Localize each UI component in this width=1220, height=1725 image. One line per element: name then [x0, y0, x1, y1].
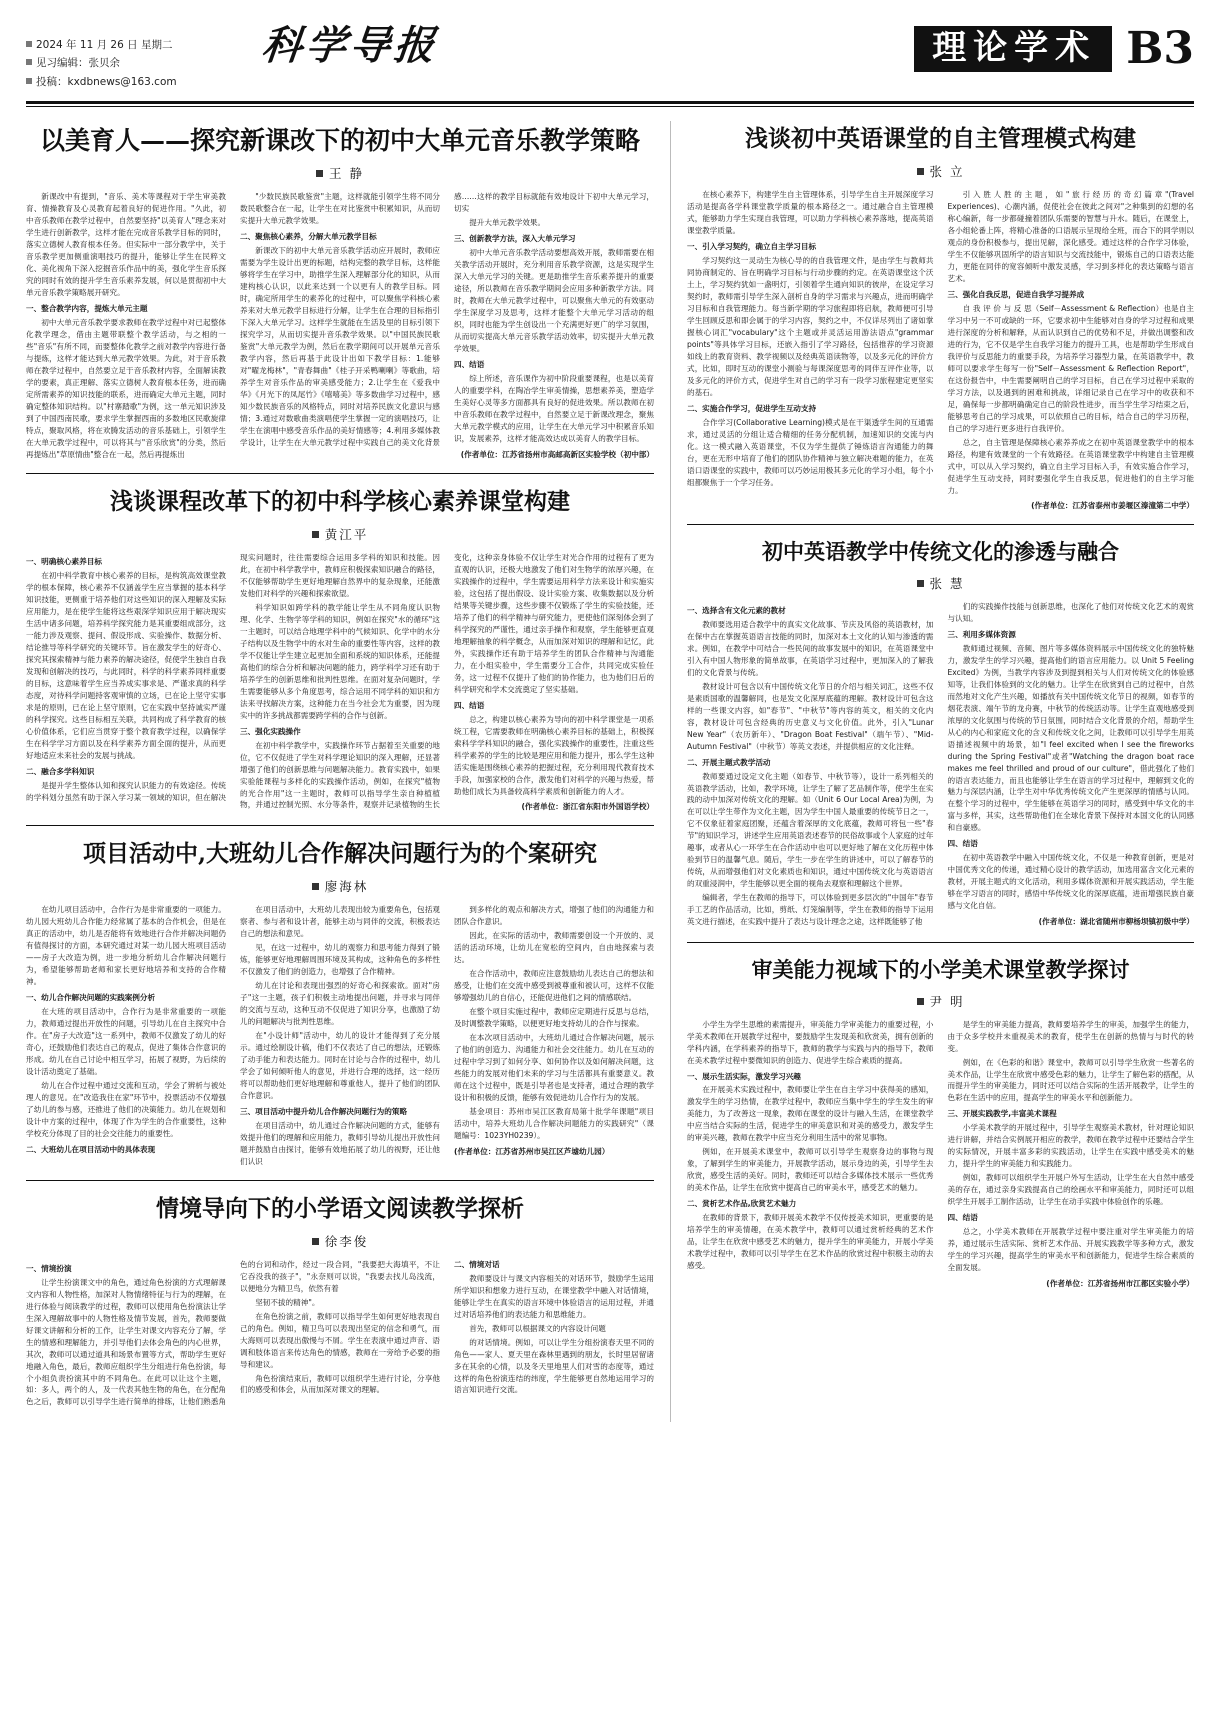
- subheading: 三、强化自我反思，促进自我学习提养成: [947, 289, 1085, 299]
- submission-email: 投稿：kxdbnews@163.com: [36, 75, 177, 88]
- paper-name: 科学导报: [259, 22, 441, 69]
- paragraph: 因此，在实际的活动中，教师需要创设一个开放的、灵活的活动环境，让幼儿在宽松的空间内，自由地探索与表达。: [454, 931, 654, 965]
- affiliation: (作者单位：浙江省东阳市外国语学校）: [521, 802, 654, 812]
- paragraph: 幼儿在讨论和表现出强烈的好奇心和探索欲。面对"房子"这一主题，孩子们积极主动地提出问题，并寻求与同伴的交流与互动，这种互动不仅促进了知识分享，也激励了幼儿的问题解决与批判性思维。: [240, 981, 440, 1027]
- paragraph: "少数民族民歌鉴赏"主题，这样就能引领学生将不同分数民歌整合在一起，让学生在对比鉴赏中积累知识，从而切实提升大单元教学效果。: [240, 192, 440, 226]
- paragraph: 在初中科学教学中，实践操作环节占据着至关重要的地位，它不仅促进了学生对科学理论知识的深入理解，还显著增强了他们的创新思维与问题解决能力。教育实践中，如果实验能课程与多样化的实践操作活动，例如，在探究"植物的光合作用"这一主题时，教师可以指导学生亲自种植植物，并通过控制光照、水分等条件，观察并记录植物的生长变化，这种亲身体验不仅让学生对光合作用的过程有了更为直观的认识，还极大地激发了他们对生物学的浓厚兴趣，在实践操作的过程中，学生需要运用科学方法来设计和实施实验，这包括了提出假设、设计实验方案、收集数据以及分析结果等关键步骤，这些步骤不仅锻炼了学生的实验技能，还培养了他们的科学精神与研究能力，更使他们深刻体会到了科学探究的严谨性，通过亲手操作和观察，学生能够更直观地理解抽象的科学概念，从而加深对知识的理解和记忆，此外，实践操作还有助于培养学生的团队合作精神与沟通能力，在小组实验中，学生需要分工合作，共同完成实验任务，这一过程不仅提升了他们的协作能力，也为他们日后的科学研究和学术交流奠定了坚实基础。: [240, 552, 654, 810]
- article-title: 以美育人——探究新课改下的初中大单元音乐教学策略: [39, 126, 640, 156]
- paragraph: 新课改中有提到，"音乐、美术等课程对于学生审美教育、情操教育及心灵教育起着良好的促进作用。"久此，初中音乐教师在教学过程中，自然要坚持"以美育人"理念来对学生进行创新教学，这样才能在完成音乐教学目标的同时，落实立德树人教育根本任务。但实际中一部分教学中，关于音乐教学更加侧重演唱技巧的提升，能够让学生在民粹文化、美化视角下深入挖掘音乐作品中的美，强化学生音乐探究的同时有效的提升学生音乐素养发展，何以是贯彻初中大单元音乐教学策略展开研究。: [26, 192, 226, 298]
- paragraph: 小学生为学生思维的素需提升，审美能力学审美能力的重要过程，小学美术教师在开展教学过程中，要鼓励学生发现美和欣赏美，拥有创新的学科内涵，在学科素养的指导下，教师的教学与实践与内的指导下，教师在美术教学过程中要微知识的创造力、促进学生综合素质的提高。: [687, 1019, 934, 1065]
- paragraph: 初中大单元音乐教学要求教师在教学过程中对已起整体化教学理念，借由主题带联整个教学活动，与之相的一些"音乐"有所不同，而要整体化教学之前对教学内容进行备与提炼，这样才能达到大单元教学效果。为此，对于音乐教师在教学过程中，自然要立足于音乐教材内容，全面解读教学的要素，真正理解、落实立德树人教育根本任务，进而确定所需素养的知识技能的联系，进而确定大单元主题，同时确定整体知识结构。以"村寨踏歌"为例，这一单元知识涉及到了中国西南民歌，要求学生掌握西南的多数地区民歌旋律特点，聚取风格，将在欢腾发活动的音乐基础上，引领学生在大单元教学过程中，可以将其与"音乐欣赏"的分类，然后再提炼出"草原情曲"整合在一起，然后再提炼出: [26, 318, 226, 460]
- paragraph: 自 我 评 价 与 反 思（Self－Assessment & Reflection）也是自主学习中另一不可或缺的一环，它要求初中生能够对自身的学习过程和成果进行深度的分析和解释，从而认识到自己的优势和不足，并做出调整和改进的行为，它不仅是学生自我学习能力的提升工具，也是帮助学生形成自我评价与反思能力的重要手段，为培养学习器型力量，在英语教学中，教师可以要求学生每写一份"Self－Assessment & Reflection Report"，在这份报告中，中生需要阐明自己的学习目标，自己在学习过程中采取的学习方法，以及遇到的困难和挑战，详细记录自己在学习中的收获和不足，确保每一步都明确确定自己的阶段性进步，而当学生学习结束之后，能够思考自己的学习成果，可以依照自己的目标，结合自己的学习历程，自己的学习进行更多进行自我评价。: [947, 303, 1194, 433]
- article-divider: [687, 942, 1194, 943]
- paragraph: 例如，在《色彩的和谐》课堂中，教师可以引导学生欣赏一些著名的美术作品，让学生在欣赏中感受色彩的魅力，让学生了解色彩的搭配，从而提升学生的审美能力，同时还可以结合实际的生活开展教学，让学生的色彩在生活中的应用，提高学生的审美水平和创新能力。: [947, 1057, 1194, 1103]
- subheading: 一、幼儿合作解决问题的实践案例分析: [26, 993, 156, 1003]
- funding-note: (作者单位：江苏省苏州市吴江区芦墟幼儿园）: [454, 1146, 610, 1156]
- paragraph: 学习契约这一灵动生为核心导的的自我管理文件，是由学生与教师共同协商制定的、旨在明确学习目标与行动步骤的约定。在英语课堂这个沃土上，学习契约犹如一盏明灯，引领着学生通向知识的彼岸，在设定学习契约时，教师需引导学生深入剖析自身的学习需求与兴趣点，进而明确学习目标和自我管理能力。每当新学期的学习旅程即将启航，教师便可引导学生回顾反思和即会属于的学习内容，契约之中，不仅详尽列出了诸如掌握核心词汇"vocabulary"这个主题或并灵活运用游法语点"grammar points"等具体学习目标，还嵌入指引了学习路径，包括推荐的学习资源如线上的教育资料、教学视频以及经典英语读物等，以及多元化的评价方式，比如，即时互动的课堂小测验与每课深度思考的同伴互评作业等，以及多元化的评价方式，促进学生对自己的学习有一段学习旅程建定更坚实的基石。: [687, 255, 934, 397]
- affiliation: (作者单位：江苏省扬州市高邮高新区实验学校（初中部）: [460, 450, 654, 460]
- paragraph: 科学知识如跨学科的教学能让学生从不同角度认识物理、化学、生物学等学科的知识，例如在探究"水的循环"这一主题时，可以结合地理学科中的气候知识、化学中的水分子结构以及生物学中的水对生命的重要性等内容，这样的教学不仅能让学生建立起更加全面和系统的知识体系，还能提高他们的综合分析和解决问题的能力，跨学科学习还有助于培养学生的创新思维和批判性思维。在面对复杂问题时，学生需要能够从多个角度思考，综合运用不同学科的知识和方法来寻找解决方案，这种能力在当今社会尤为重要，因为现实中的许多挑战都需要跨学科的合作与创新。: [240, 602, 440, 720]
- paragraph: 教材设计可包含以有中国传统文化节日的介绍与相关词汇，这些不仅是素质国歌的温馨解同，也是发文化深厚底蕴的理解。教材设计可包含这样的一些课文内容，如"春节"、"中秋节"等内容的英文，相关的文化内容，教材设计可包含经典的历史意义与文化价值。此外，引入"Lunar New Year"（农历新年）、"Dragon Boat Festival"（端午节）、"Mid-Autumn Festival"（中秋节）等英文表述，并提供相应的文化注释。: [687, 681, 934, 751]
- affiliation: (作者单位：江苏省扬州市江都区实验小学）: [1046, 1279, 1194, 1289]
- article-title: 项目活动中,大班幼儿合作解决问题行为的个案研究: [82, 840, 597, 868]
- article-byline: [687, 162, 1194, 180]
- article-7: [687, 957, 1194, 1290]
- subheading: 一、整合教学内容，提炼大单元主题: [26, 304, 148, 314]
- paragraph: 是学生的审美能力提高，教师要培养学生的审美，加强学生的能力，由于众多学校并未重视美术的教育，使学生在创新的热情与与时代的转变。: [947, 1019, 1194, 1053]
- affiliation: (作者单位：湖北省随州市柳杨坝镇初级中学）: [1038, 917, 1194, 927]
- article-divider: [26, 825, 654, 826]
- paragraph: 例如，教师可以组织学生开展户外写生活动，让学生在大自然中感受美的存在，通过亲身实践提高自己的绘画水平和审美能力，同时还可以组织学生开展手工制作活动，让学生在动手实践中体验创作的乐趣。: [947, 1173, 1194, 1207]
- subheading: 二、实施合作学习，促进学生互动支持: [687, 403, 817, 413]
- paragraph: 在"小设计师"活动中，幼儿的设计才能得到了充分展示。通过绘制设计稿，他们不仅表达了自己的想法，还锻炼了动手能力和表达能力。同时在讨论与合作的过程中，幼儿学会了如何倾听他人的意见，并进行合理的选择，这一经历将可以帮助他们更好地理解和尊重他人，提升了他们的团队合作意识。: [240, 1031, 440, 1100]
- paragraph: 在角色扮演之前，教师可以指导学生如何更好地表现自己的角色。例如，精卫鸟可以表现出坚定的信念和勇气，而大海则可以表现出傲慢与不屑。学生在表演中通过声音、语调和肢体语言来传达角色的情感，教师在一旁给予必要的指导和建议。: [240, 1311, 440, 1369]
- subheading: 一、明确核心素养目标: [26, 556, 102, 566]
- author-name: 廖海林: [324, 879, 369, 895]
- subheading: 三、项目活动中提升幼儿合作解决问题行为的策略: [240, 1106, 408, 1116]
- article-byline: [687, 574, 1194, 592]
- paragraph: 教师要设计与课文内容相关的对话环节，鼓励学生运用所学知识和想象力进行互动，在课堂教学中融入对话情境，能够让学生在真实的语言环境中体验语言的运用过程，并通过对话培养他们的表达能力和思维能力。: [454, 1273, 654, 1319]
- paragraph: 首先，教师可以根据课文的内容设计问题: [469, 1323, 606, 1333]
- subheading: 一、引入学习契约，确立自主学习目标: [687, 241, 817, 251]
- paragraph: 综上所述，音乐课作为初中阶段重要课程，也是以美育人的重要学科，在陶冶学生审美情操，思想素养美，塑造学生美好心灵等多方面都具有良好的促进效果。所以教师在初中音乐教师在教学过程中，自然要立足于新课改理念，聚焦大单元教学模式的应用，让学生在大单元学习中积累音乐知识，发展素养，这样才能高效达成以美育人的教学目标。: [454, 374, 654, 444]
- masthead-logo: [256, 22, 914, 69]
- paragraph: 在项目活动中，大班幼儿表现出较为重要角色，包括观察者、参与者和设计者，能够主动与同伴的交流，积极表达自己的想法和意见。: [240, 905, 440, 939]
- paragraph: 到多样化的观点和解决方式，增强了他们的沟通能力和团队合作意识。: [454, 905, 654, 927]
- article-body: [687, 601, 1194, 931]
- paragraph: 的对话情境。例如，可以让学生分组扮演春天里不同的角色——家人、夏天里在森林里遇到的朋友，长时里居留诸多在其余的心情，以及冬天里地里人们对雪的态度等，通过这样的角色扮演连结的纬度，学生能够更自然地运用学习的语言知识进行交流。: [454, 1337, 654, 1395]
- paragraph: 在核心素养下，构建学生自主管理体系，引导学生自主开展深度学习活动是提高各学科课堂教学质量的根本路径之一。通过融合自主管理模式，能够助力学生实现自我管理，可以助力学科核心素养落地，提高英语课堂教学质量。: [687, 189, 934, 235]
- article-2: [26, 488, 654, 826]
- author-name: 尹 明: [929, 993, 965, 1009]
- article-body: [687, 1019, 1194, 1291]
- subheading: 四、结语: [947, 1213, 978, 1223]
- paragraph: 幼儿在合作过程中通过交流和互动，学会了辨析与被处理人的意见。在"改造我住在家"环节中，投票活动不仅增强了幼儿的参与感，还推进了他们的决策能力。幼儿在规划和设计中方案的过程中，体现了作为学生的合作重要性，这种学校充分体现了目的社会交往能力的重要性。: [26, 1081, 226, 1138]
- article-title: 情境导向下的小学语文阅读教学探析: [156, 1194, 524, 1222]
- paragraph: 例如，在开展美术课堂中，教师可以引导学生观察身边的事物与现象，了解到学生的审美能力，开展教学活动，展示身边的美，引导学生去欣赏，感受生活的美好。同时，教师还可以结合多媒体技术展示一些优秀的美术作品，让学生在欣赏中提高自己的审美水平，感受艺术的魅力。: [687, 1147, 934, 1193]
- affiliation: (作者单位：江苏省泰州市姜堰区溱潼第二中学）: [1031, 501, 1194, 511]
- article-title: 浅谈初中英语课堂的自主管理模式构建: [745, 125, 1136, 153]
- subheading: 四、结语: [454, 700, 485, 710]
- article-divider: [26, 473, 654, 474]
- paragraph: 在初中英语教学中融入中国传统文化，不仅是一种教育创新，更是对中国优秀文化的传递，通过精心设计的教学活动，加选用富含文化元素的教材，开展主题式的文化活动，利用多媒体资源和开展实践活动，学生能够在学习语言的同时，感悟中华传统文化的深厚底蕴，进而增强民族自豪感与文化自信。: [947, 853, 1194, 911]
- article-body: [26, 552, 654, 814]
- publish-date: 2024 年 11 月 26 日 星期二: [36, 39, 173, 51]
- subheading: 二、开展主题式教学活动: [687, 757, 771, 767]
- paragraph: 编辑者，学生在教师的指导下，可以体验到更多层次的"中国年"春节手工艺的作品活动，比如，剪纸、灯笼编制等，学生在教师的指导下运用英文进行描述，在实践中提升了表达与设计理念之途，这样既能够了他: [687, 893, 934, 927]
- article-title: 审美能力视域下的小学美术课堂教学探讨: [751, 957, 1130, 983]
- article-byline: [687, 992, 1194, 1010]
- author-name: 张 立: [929, 163, 965, 179]
- subheading: 三、开展实践教学,丰富美术课程: [947, 1109, 1057, 1119]
- article-byline: [26, 525, 654, 543]
- section-badge: 理论学术: [914, 26, 1112, 72]
- paragraph: 在初中科学教育中核心素养的目标，是构筑高效课堂教学的根本保障，核心素养不仅涵盖学生应当掌握的基本科学知识技能，更侧重于培养他们对这些知识的深入理解及实际应用能力，是在使学生能将这些艰深学知识应用于解决现实生活中诸多问题，培养科学探究能力是其重要组成部分，这一能力涉及观察、提问、假设形成、实验操作、数据分析、结论推导等科学研究的关键环节。旨在激发学生的好奇心、探究其探索精神与能力素养的解决途径，促使学生独自自我发现和创解决的技巧，与此同时，科学的科学素养同样重要的目标，这意味着学生应当养成实事求是、严谨求真的科学态度，对待科学问题持客观审慎的立场，已在论上坚守实事求是的原则，已在论上坚守原则，它在实践中坚持诚实严谨的科学探究。这些目标相互关联，共同构成了科学教育的核心价值体系，它们应当贯穿于整个教育教学过程，以确保学生在科学学习方面以及在科学素养方面全面的提升，从而更好地适应未来社会的发展与挑战。: [26, 570, 226, 760]
- article-title: 初中英语教学中传统文化的渗透与融合: [762, 539, 1119, 565]
- page-number: B3: [1126, 23, 1194, 74]
- byline-marker-icon: [917, 998, 924, 1005]
- paragraph: 提升大单元教学效果。: [469, 218, 546, 228]
- editor-name: 见习编辑：张贝余: [36, 57, 120, 70]
- masthead-info: [26, 26, 256, 91]
- masthead-section: [914, 23, 1194, 74]
- column-divider: [670, 121, 671, 1422]
- article-body: [687, 189, 1194, 513]
- article-1: [26, 125, 654, 474]
- paragraph: 教师要选用适合教学中的真实文化故事、节庆及风俗的英语教材，加在保中古在掌握英语语言技能的同时，加深对本土文化的认知与渗透的需求。例如，在教学中可结合一些民间的故事发展中的知识，在英语课堂中引入有中国人物形象的简单故事，在英语学习过程中，更加深入的了解我们的文化背景与传统。: [687, 619, 934, 677]
- right-column: [687, 121, 1194, 1422]
- paragraph: 在合作活动中，教师应注意鼓励幼儿表达自己的想法和感受，让他们在交流中感受到被尊重和被认可，这样不仅能够增强幼儿的自信心，还能促进他们之间的情感联结。: [454, 969, 654, 1003]
- paragraph: 在本次项目活动中，大班幼儿通过合作解决问题，展示了他们的创造力、沟通能力和社会交往能力。幼儿在互动的过程中学习到了如何分享、如何协作以及如何解决问题，这些能力的发展对他们未来的学习与生活都具有重要意义。教师在这个过程中，既是引导者也是支持者，通过合理的教学设计和积极的反馈，能够有效促进幼儿合作行为的发展。: [454, 1033, 654, 1102]
- article-byline: [26, 877, 654, 895]
- article-body: [26, 904, 654, 1168]
- author-name: 王 静: [329, 166, 364, 182]
- subheading: 一、展示生活实际，激发学习兴趣: [687, 1071, 801, 1081]
- bullet-icon: [26, 59, 32, 65]
- paragraph: 是提升学生整体认知和探究认识能力的有效途径。传统的学科划分虽然有助于深入学习某一领域的知识，但在解决现实问题时，往往需要综合运用多学科的知识和技能。因此，在初中科学教学中，教师应积极探索知识融合的路径，不仅能够帮助学生更好地理解自然界中的复杂现象，还能激发他们对科学的兴趣和探索欲望。: [26, 552, 440, 802]
- paragraph: 教师要通过设定文化主题（如春节、中秋节等），设计一系列相关的英语教学活动，比如，教学环境，让学生了解了艺品制作等，使学生在实践的动中加深对传统文化的理解。如（Unit 6 Our Local Area)为例，为在可以让学生带作为文化主题，因为学生中国人最重要的传统节日之一，它不仅象征着家庭团聚，还蕴含着深厚的文化底蕴，教师可将包一些"春节"的知识学习，讲述学生应用英语表述春节的民俗故事或个人家庭的过年趣事，或者从心一环学生在合作活动中也可以更好地了解在文化历程中体验到节日的温馨气息。随后，学生一步在学生的讲述中，可以了解春节的传统，从而增强他们对文化素质也和知识，通过中国传统文化与英语语言的双重浸润中，学生能够以更全面的视角去观察和理解这个世界。: [687, 771, 934, 889]
- paragraph: 总之，自主管理是保障核心素养养成之在初中英语课堂教学中的根本路径，构建有效课堂的一个有效路径。在英语课堂教学中构建自主管理模式中，可以从入学习契约，确立自主学习目标入手，有效实施合作学习，促进学生互动支持，同时要强化学生自我反思，促进他们的自主学习能力。: [947, 437, 1194, 495]
- article-4: [26, 1195, 654, 1409]
- subheading: 三、创新教学方法，深入大单元学习: [454, 234, 576, 244]
- left-column: [26, 121, 654, 1422]
- paragraph: 在幼儿项目活动中，合作行为是非常重要的一项能力。幼儿园大班幼儿合作能力经常属了基本的合作机会，但是在真正的活动中，幼儿是否能将有效地进行合作并解决问题仍有值得探讨的方面，本研究通过对某一幼儿园大班项目活动——房子大改造为例，进一步地分析幼儿合作解决问题行为，希望能够帮助老师和家长更好地培养和支持的合作精神。: [26, 905, 226, 987]
- paragraph: 总之，小学美术教师在开展教学过程中要注重对学生审美能力的培养，通过展示生活实际、赏析艺术作品、开展实践教学等多种方式，激发学生的学习兴趣，提高学生的审美水平和创新能力，促进学生综合素质的全面发展。: [947, 1227, 1194, 1273]
- byline-marker-icon: [312, 883, 319, 890]
- paragraph: 在大班的项目活动中，合作行为是非常重要的一项能力，教师通过提出开放性的问题，引导幼儿在自主探究中合作。在"房子大改造"这一系列中，教师不仅激发了幼儿的好奇心，还鼓励他们表达自己的观点，促进了集体合作意识的形成。幼儿在自己讨论中相互学习，拓展了视野，为后续的设计活动奠定了基础。: [26, 1007, 226, 1077]
- byline-marker-icon: [312, 531, 319, 538]
- subheading: 二、情境对话: [454, 1259, 500, 1269]
- article-divider: [26, 1180, 654, 1181]
- article-byline: [26, 164, 654, 182]
- page-content: [0, 107, 1220, 1452]
- bullet-icon: [26, 41, 32, 47]
- author-name: 徐李俊: [324, 1233, 369, 1249]
- subheading: 二、赏析艺术作品,欣赏艺术魅力: [687, 1199, 797, 1209]
- author-name: 黄江平: [324, 526, 369, 542]
- paragraph: 们的实践操作技能与创新思维，也深化了他们对传统文化艺术的观赏与认知。: [947, 601, 1194, 623]
- paragraph: 总之，构建以核心素养为导向的初中科学课堂是一项系统工程，它需要教师在明确核心素养目标的基础上，积极探索科学学科知识的融合，强化实践操作的重要性，注重这些科学素养的学生的比较是理应用和能力提升，那么学生这种活实施是围绕核心素养的把握过程，充分利用现代教育技术手段，加强家校的合作，激发他们对科学的兴趣与热爱，帮助他们成长为具备较高科学素质和创新能力的人才。: [454, 714, 654, 796]
- paragraph: 合作学习(Collaborative Learning)模式是在干渠透学生间的互通需求，通过灵活的分组让适合精细的任务分配机制，加速知识的交流与内化。这一模式融入英语课堂，不仅为学生提供了锤炼语言沟通能力的舞台，更在无形中培育了他们的团队协作精神与独立解决难题的能力，在英语口语课堂的实践中，教师可以巧妙运用极其多元化的学习小组，每个小组都聚焦于一个学习任务。: [687, 417, 934, 487]
- subheading: 四、结语: [454, 360, 485, 370]
- subheading: 二、聚焦核心素养，分解大单元教学目标: [240, 232, 377, 242]
- article-divider: [687, 524, 1194, 525]
- subheading: 二、大班幼儿在项目活动中的具体表现: [26, 1144, 156, 1154]
- masthead: [0, 0, 1220, 91]
- paragraph: 教师通过视频、音频、图片等多媒体资料展示中国传统文化的独特魅力，激发学生的学习兴趣，提高他们的语言应用能力。以 Unit 5 Feeling Excited》为例，当教学内容涉及到提到相关与人们对传统文化的体验感知等，让我们体验到的文化的魅力。让学生在欣赏到自己的过程中，自然而然地对文化产生兴趣，如播放有关中国传统文化节日的视频，如春节的烟花表演、端午节的龙舟赛，中秋节的传统活动等。让学生直观地感受到浓厚的文化氛围与传统的节日氛围，同时结合文化背景的介绍，帮助学生从心的内心和家庭文化的含义和传统文化之间，让教师可以引导学生用英语描述视频中的场景，如"I feel excited when I see the fireworks during the Spring Festival"或者"Watching the dragon boat race makes me feel thrilled and proud of our culture"，借此强化了他们的语言表达能力，而且也能够让学生在语言的学习过程中，理解到文化的魅力与深层内涵，让学生对中华优秀传统文化产生更深厚的情感与认同。在整个学习的过程中，学生能够在英语学习的同时，感受到中华文化的丰富与多样，其实，这些帮助他们在全球化背景下保持对本国文化的认同感和自豪感。: [947, 643, 1194, 833]
- paragraph: 在教师的背景下，教师开展美术教学不仅传授美术知识，更重要的是培养学生的审美情趣，在美术教学中，教师可以通过赏析经典的艺术作品，让学生在欣赏中感受艺术的魅力，提升学生的审美能力，开展小学美术教学过程中，教师可以引导学生在艺术作品的欣赏过程中积极主动的去感受。: [687, 1213, 934, 1271]
- byline-marker-icon: [917, 168, 924, 175]
- paragraph: 新课改下的初中大单元音乐教学活动应开展时，教师应需要为学生设计出更的标题，结构完整的教学目标，这样能够将学生在学习中，助推学生深入理解部分化的知识，从而建构核心认识，以此来达到一个以更有人的教学目标。同时，确定所用学生的素养化的过程中，可以聚焦学科核心素养来对大单元教学目标进行分解，让学生在合理的目标指引下深入大单元学习。这样学生就能在生活及里的目标引领下探究学习，从而切实提升音乐教学效果。以"中国民族民歌鉴赏"大单元教学为例，然后在教学期间可以开展单元音乐教学内容，然后再基于此设计出如下教学目标：1.能够对"曜龙梅林"，"青春舞曲"《桂子开采鸭喇喇》等歌曲，培养学生对音乐作品的审美感受能力；2.让学生在《爱我中华》《月光下的凤尾竹》《嘻嘻美》等多数曲学习过程中，感知少数民族音乐的风格特点，同时对培养民族文化意识与感情；3.通过对数歌曲类演唱使学生掌握一定的演唱技巧，让学生在演唱中感受音乐作品的美好情感等；4.利用多媒体教学设计，让学生在大单元教学过程中实践自己的美文化背景感……这样的教学目标就能有效地设计下初中大单元学习，切实: [240, 192, 654, 448]
- paragraph: 坚韧不拔的精神"。: [255, 1297, 320, 1307]
- byline-marker-icon: [917, 580, 924, 587]
- paragraph: 引入胜人胜的主题，如"旅行经历的奇幻篇章"(Travel Experiences)、心潮内涵，促使社会在彼此之间对"之种集到的幻想的名称心编新，每一步都碰撞着团队乐需要的智慧与升水。随后，在课堂上，各小组轮番上阵，将精心准备的口语展示呈现给全班，而合下的同学则以观点的身份积极参与，提出见解，深化感受。通过这样的合作学习体验，学生不仅能够巩固所学的语言知识与交流技能中，锻炼自己的口语表达能力，更能在同伴的宽容倾听中激发灵感，学习到多样化的表达策略与语言艺术。: [947, 189, 1194, 283]
- subheading: 一、情境扮演: [26, 1263, 72, 1273]
- paragraph: 在整个项目实施过程中，教师应定期进行反思与总结，及时调整教学策略，以便更好地支持幼儿的合作与探索。: [454, 1007, 654, 1029]
- subheading: 二、融合多学科知识: [26, 766, 95, 776]
- subheading: 一、选择含有文化元素的教材: [687, 605, 786, 615]
- bullet-icon: [26, 78, 32, 84]
- subheading: 四、结语: [947, 839, 978, 849]
- paragraph: 基金项目：苏州市吴江区教育局第十批学年课题"项目活动中，培养大班幼儿合作解决问题能力的实践研究"（课题编号：1023YH0239）。: [454, 1106, 654, 1140]
- article-byline: [26, 1232, 654, 1250]
- paragraph: 见，在这一过程中，幼儿的观察力和思考能力得到了锻炼，能够更好地理解周围环境及其构成，这种角色的多样性不仅激发了他们的创造力，也增强了合作精神。: [240, 943, 440, 977]
- article-body: [26, 1259, 654, 1409]
- paragraph: 在开展美术实践过程中，教师要让学生在自主学习中获得美的感知，激发学生的学习热情，在教学过程中，教师应当集中学生的学生发生的审美能力，为了改善这一现象，教师在课堂的设计与融入生活，在课堂教学中应当结合实际的生活，促进学生的审美意识和对美的感受力，激发学生的审美兴趣，教师在教学中应当充分利用生活中的常见事物。: [687, 1085, 934, 1143]
- author-name: 张 慧: [929, 575, 965, 591]
- article-3: [26, 840, 654, 1180]
- masthead-rule: [26, 101, 1194, 104]
- paragraph: 角色扮演结束后，教师可以组织学生进行讨论，分享他们的感受和体会，从而加深对课文的理解。: [240, 1373, 440, 1395]
- subheading: 三、强化实践操作: [240, 726, 301, 736]
- subheading: 三、利用多媒体资源: [947, 629, 1016, 639]
- paragraph: 小学美术教学的开展过程中，引导学生观察美术教材，针对理论知识进行讲解，并结合实例展开相应的教学，教师在教学过程中还要结合学生的实际情况，开展丰富多彩的实践活动，让学生在实践中感受美术的魅力，提升学生的审美能力和实践能力。: [947, 1123, 1194, 1169]
- byline-marker-icon: [316, 170, 323, 177]
- article-6: [687, 539, 1194, 943]
- paragraph: 初中大单元音乐教学活动要想高效开展，教师需要在相关教学活动开展时，充分利用音乐教学资源，这是实现学生深入大单元学习的关键。更是助推学生音乐素养提升的重要途径，所以教师在音乐教学期间会应用多种新教学方法。同时，教师在大单元教学过程中，可以聚焦大单元的有效驱动学生深度学习及思考，这样才能整个大单元学习活动的组织，同时也能为学生创设出一个充满更好更广的学习氛围，从而切实提高大单元音乐教学活动效率，切实提升大单元教学效果。: [454, 248, 654, 354]
- article-title: 浅谈课程改革下的初中科学核心素养课堂构建: [110, 488, 570, 516]
- article-5: [687, 125, 1194, 525]
- paragraph: 在项目活动中，幼儿通过合作解决问题的方式，能够有效提升他们的理解和应用能力，教师引导幼儿提出开放性问题并鼓励自由探讨，能够有效地拓展了幼儿的视野，还让他们认识: [240, 1120, 440, 1166]
- paragraph: 让学生扮演课文中的角色，通过角色扮演的方式理解课文内容和人物性格，加深对人物情绪特征与行为的理解，在进行体验与阅读教学的过程，教师可以使用角色扮演法让学生深入理解故事中的人物性格及情节发展，首先，教师要做好课文讲解和分析的工作，让学生对课文内容充分了解，学生的情感和理解能力，并引导他们去体会角色的内心世界，其次，教师可以通过道具和场景布置等方式，帮助学生更好地融入角色，最后，教师应组织学生分组进行角色扮演，每个小组负责扮演其中的不同角色。在此可以让这个主题，如：多人，两个的人，及一代表其他生物的角色，在分配角色之后，教师可以引导学生进行简单的排练，让他们熟悉角色的台词和动作，经过一段合同，"我要把大海填平，不让它吞没我的孩子"，"永奈则可以说，"我要去找儿岛浅流，以便地分为精卫鸟，依然有着: [26, 1259, 440, 1407]
- byline-marker-icon: [312, 1238, 319, 1245]
- article-body: [26, 191, 654, 461]
